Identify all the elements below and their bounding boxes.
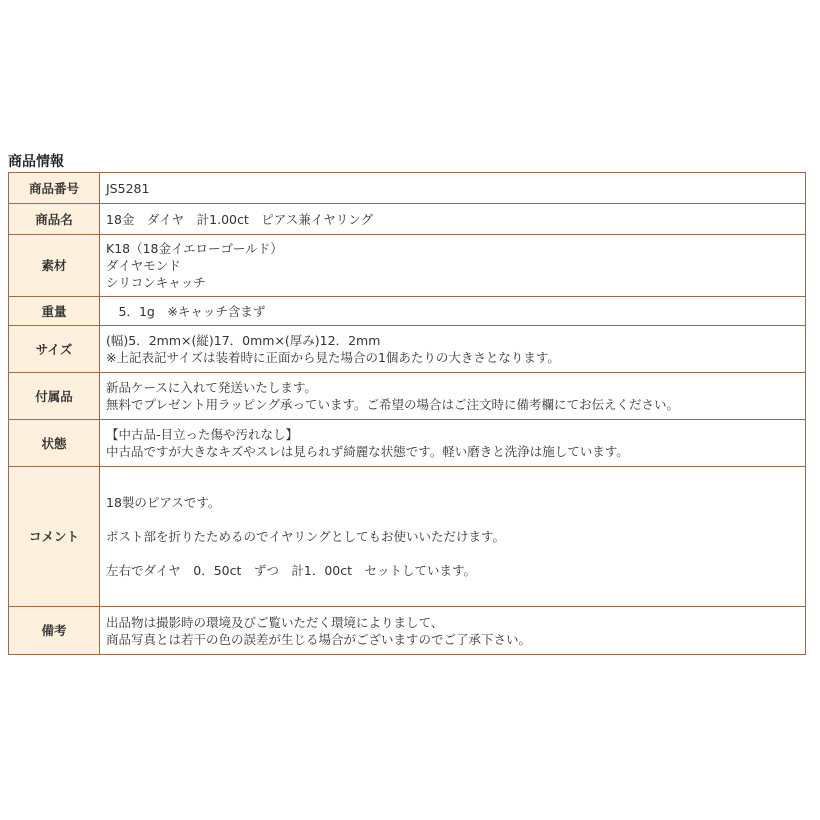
value-line: 18製のピアスです。 xyxy=(106,495,221,510)
value-line: 無料でプレゼント用ラッピング承っています。ご希望の場合はご注文時に備考欄にてお伝えください。 xyxy=(106,397,680,412)
row-label: コメント xyxy=(9,467,100,607)
value-line: 出品物は撮影時の環境及びご覧いただく環境によりまして、 xyxy=(106,614,444,630)
row-label: 重量 xyxy=(9,297,100,326)
value-line: 18金 ダイヤ 計1.00ct ピアス兼イヤリング xyxy=(106,211,374,227)
row-value xyxy=(100,204,806,235)
value-line: 商品写真とは若干の色の誤差が生じる場合がございますのでご了承下さい。 xyxy=(106,631,532,647)
row-value xyxy=(100,607,806,655)
value-line: ポスト部を折りたためるのでイヤリングとしてもお使いいただけます。 xyxy=(106,529,506,544)
row-label: 付属品 xyxy=(9,373,100,420)
row-value xyxy=(100,326,806,373)
table-row-condition xyxy=(9,420,806,467)
row-label: 備考 xyxy=(9,607,100,655)
row-value xyxy=(100,420,806,467)
value-line: ※上記表記サイズは装着時に正面から見た場合の1個あたりの大きさとなります。 xyxy=(106,350,560,365)
table-row-product-number xyxy=(9,173,806,204)
table-row-weight xyxy=(9,297,806,326)
row-label: 商品番号 xyxy=(9,173,100,204)
row-value xyxy=(100,235,806,297)
row-value xyxy=(100,373,806,420)
table-row-accessories xyxy=(9,373,806,420)
row-value xyxy=(100,173,806,204)
value-line: 5．1g ※キャッチ含まず xyxy=(106,303,266,319)
value-line: JS5281 xyxy=(106,180,150,196)
row-value xyxy=(100,297,806,326)
product-info-table xyxy=(8,172,806,655)
row-label: 状態 xyxy=(9,420,100,467)
row-value xyxy=(100,467,806,607)
value-line: 左右でダイヤ 0．50ct ずつ 計1．00ct セットしています。 xyxy=(106,563,477,578)
row-label: 素材 xyxy=(9,235,100,297)
value-line: 【中古品-目立った傷や汚れなし】 xyxy=(106,427,299,442)
row-label: 商品名 xyxy=(9,204,100,235)
value-line: K18（18金イエローゴールド） xyxy=(106,241,283,256)
value-line: (幅)5．2mm×(縦)17．0mm×(厚み)12．2mm xyxy=(106,333,381,348)
table-row-product-name xyxy=(9,204,806,235)
table-row-notes xyxy=(9,607,806,655)
table-row-material xyxy=(9,235,806,297)
row-label: サイズ xyxy=(9,326,100,373)
table-row-size xyxy=(9,326,806,373)
section-title: 商品情報 xyxy=(8,154,64,170)
value-line: 中古品ですが大きなキズやスレは見られず綺麗な状態です。軽い磨きと洗浄は施しています。 xyxy=(106,444,629,459)
value-line: 新品ケースに入れて発送いたします。 xyxy=(106,380,317,395)
value-line: シリコンキャッチ xyxy=(106,275,206,290)
table-row-comment xyxy=(9,467,806,607)
value-line: ダイヤモンド xyxy=(106,258,181,273)
